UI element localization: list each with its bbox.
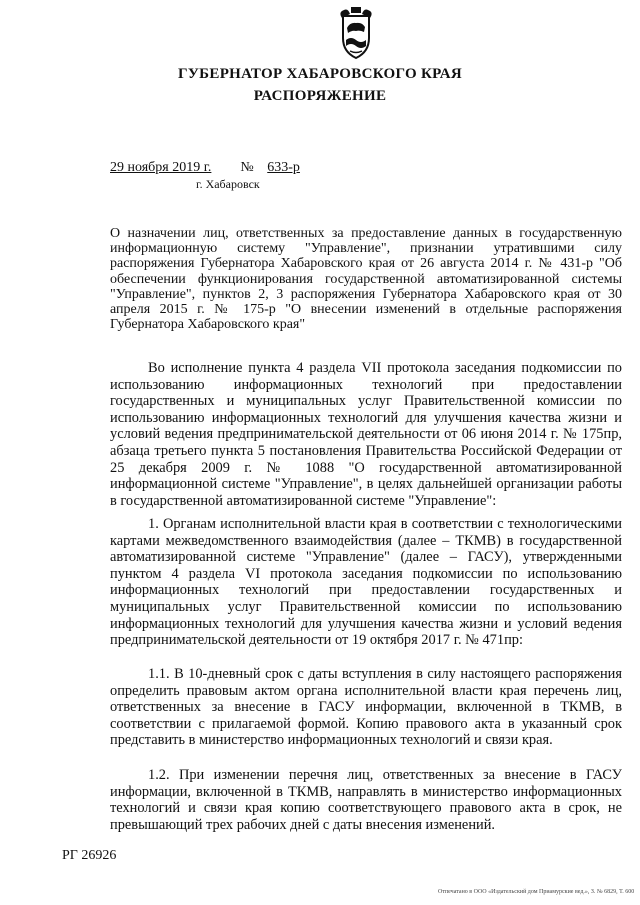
clause-1-1: 1.1. В 10-дневный срок с даты вступления в силу настоящего распоряжения определить правовым актом органа исполнительной власти края перечень лиц, ответственных за внесение в ГАСУ информации, включенной в ТКМВ, в соответствии с прилагаемой формой. Копию правового акта в указанный срок представить в министерство информационных технологий и связи края. xyxy=(110,666,622,749)
preamble-paragraph: Во исполнение пункта 4 раздела VII протокола заседания подкомиссии по использованию информационных технологий при предоставлении государственных и муниципальных услуг Правительственной комиссии по использованию информационных технологий для улучшения качества жизни и условий ведения предпринимательской деятельности от 06 июня 2014 г. № 175пр, абзаца третьего пункта 5 постановления Правительства Российской Федерации от 25 декабря 2009 г. № 1088 "О государственной автоматизированной информационной системе "Управление", в целях дальнейшей организации работы в государственной автоматизированной системе "Управление": xyxy=(110,360,622,509)
document-subject: О назначении лиц, ответственных за предоставление данных в государственную информационную систему "Управление", признании утратившими силу распоряжения Губернатора Хабаровского края от 26 августа 2014 г. № 431-р "Об обеспечении функционирования государственной автоматизированной системы "Управление", пунктов 2, 3 распоряжения Губернатора Хабаровского края от 30 апреля 2015 г. № 175-р "О внесении изменений в отдельные распоряжения Губернатора Хабаровского края" xyxy=(110,226,622,333)
document-type: РАСПОРЯЖЕНИЕ xyxy=(253,88,387,104)
issuer-title: ГУБЕРНАТОР ХАБАРОВСКОГО КРАЯ xyxy=(178,66,462,82)
clause-1: 1. Органам исполнительной власти края в соответствии с технологическими картами межведомственного взаимодействия (далее – ТКМВ) в государственной автоматизированной системе "Управление" (далее – ГАСУ), утвержденными пунктом 4 раздела VI протокола заседания подкомиссии по использованию информационных технологий при предоставлении государственных и муниципальных услуг Правительственной комиссии по использованию информационных технологий для улучшения качества жизни и условий ведения предпринимательской деятельности от 19 октября 2017 г. № 471пр: xyxy=(110,516,622,649)
document-date: 29 ноября 2019 г. xyxy=(110,160,212,175)
document-number: 633-р xyxy=(267,160,300,175)
clause-1-2: 1.2. При изменении перечня лиц, ответственных за внесение в ГАСУ информации, включенной в ТКМВ, направлять в министерство информационных технологий и связи края копию соответствующего правового акта в срок, не превышающий трех рабочих дней с даты внесения изменений. xyxy=(110,767,622,833)
document-city: г. Хабаровск xyxy=(196,177,260,191)
printer-note: Отпечатано в ООО «Издательский дом Приамурские вед.», З. № 6829, Т. 600 xyxy=(438,889,635,895)
khabarovsk-coat-of-arms-icon xyxy=(336,6,376,60)
date-number-line xyxy=(110,160,363,176)
number-label: № xyxy=(240,160,254,175)
registration-code: РГ 26926 xyxy=(62,848,117,863)
